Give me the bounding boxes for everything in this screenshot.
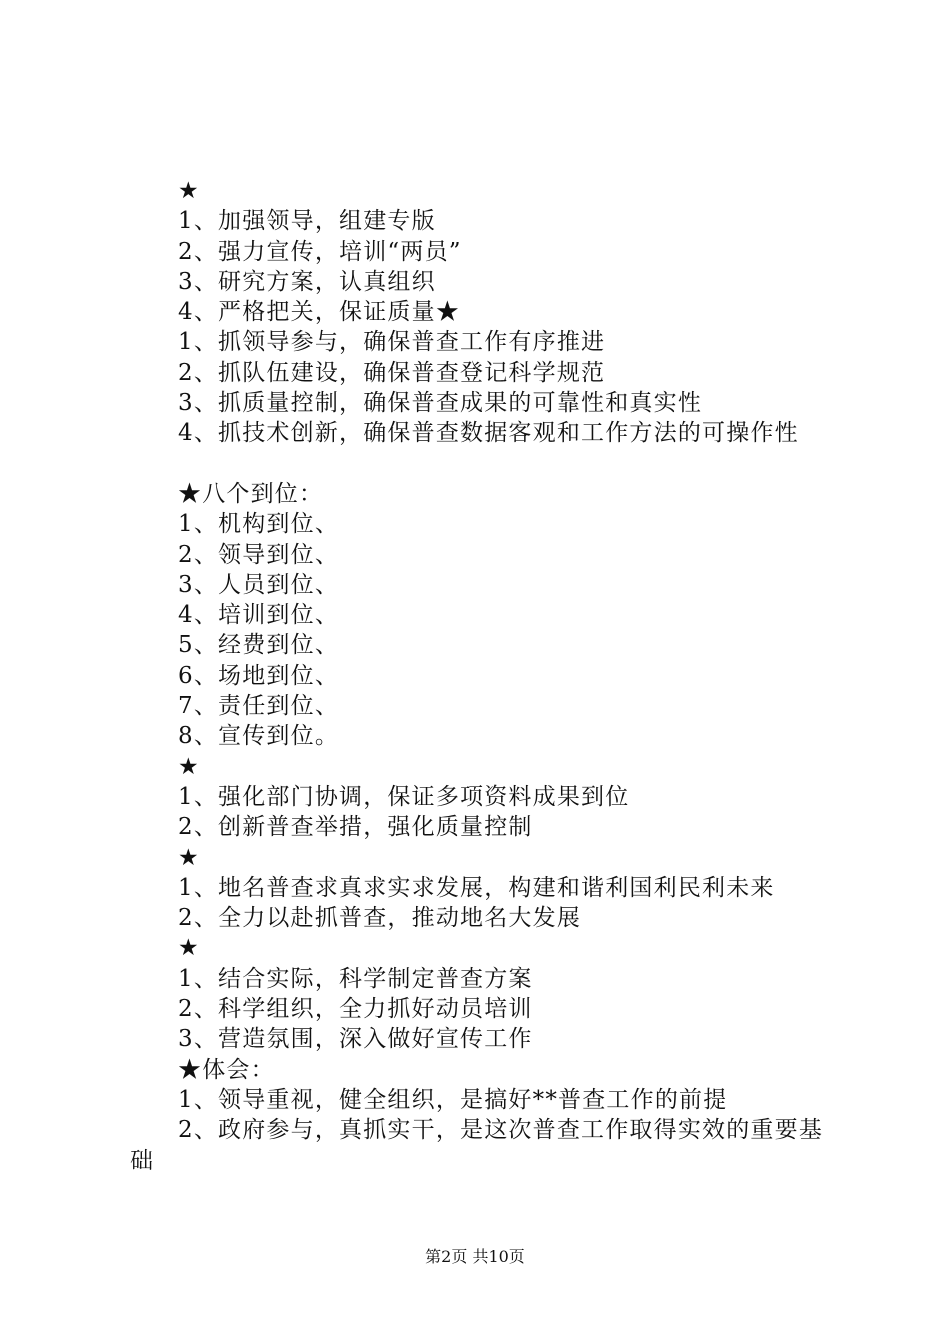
- text-line: 4、严格把关，保证质量★: [178, 299, 461, 326]
- text-line: 3、研究方案，认真组织: [178, 268, 436, 295]
- text-line: 2、领导到位、: [178, 541, 340, 568]
- text-line: 3、营造氛围，深入做好宣传工作: [178, 1026, 533, 1053]
- text-line: 1、领导重视，健全组织，是搞好**普查工作的前提: [178, 1086, 728, 1113]
- text-line: 1、地名普查求真求实求发展，构建和谐利国利民利未来: [178, 874, 775, 901]
- text-line: ★: [178, 753, 200, 780]
- text-line: 8、宣传到位。: [178, 723, 340, 750]
- text-line: 2、抓队伍建设，确保普查登记科学规范: [178, 359, 606, 386]
- text-line: 2、全力以赴抓普查，推动地名大发展: [178, 905, 582, 932]
- text-line: 1、机构到位、: [178, 511, 340, 538]
- text-line: 1、结合实际，科学制定普查方案: [178, 965, 533, 992]
- blank-line: [130, 449, 830, 479]
- text-line: 1、抓领导参与，确保普查工作有序推进: [178, 329, 606, 356]
- text-line: 4、培训到位、: [178, 602, 340, 629]
- text-line: ★: [178, 935, 200, 962]
- text-line: ★八个到位：: [178, 480, 324, 507]
- text-line: ★: [178, 178, 200, 204]
- page-footer: 第2页 共10页: [425, 1247, 525, 1266]
- text-line: ★: [178, 844, 200, 871]
- text-line: 4、抓技术创新，确保普查数据客观和工作方法的可操作性: [178, 420, 799, 447]
- text-line: 7、责任到位、: [178, 693, 340, 720]
- document-body: [130, 176, 830, 1176]
- text-line: ★体会：: [178, 1056, 275, 1083]
- text-line: 1、加强领导，组建专版: [178, 208, 436, 235]
- text-line: 1、强化部门协调，保证多项资料成果到位: [178, 783, 630, 810]
- wrapped-paragraph: 2、政府参与，真抓实干，是这次普查工作取得实效的重要基础: [130, 1117, 824, 1174]
- text-line: 2、科学组织，全力抓好动员培训: [178, 996, 533, 1023]
- text-line: 2、强力宣传，培训“两员”: [178, 238, 462, 265]
- text-line: 3、人员到位、: [178, 571, 340, 598]
- text-line: 2、创新普查举措，强化质量控制: [178, 814, 533, 841]
- text-line: 5、经费到位、: [178, 632, 340, 659]
- text-line: 3、抓质量控制，确保普查成果的可靠性和真实性: [178, 390, 703, 417]
- text-line: 6、场地到位、: [178, 662, 340, 689]
